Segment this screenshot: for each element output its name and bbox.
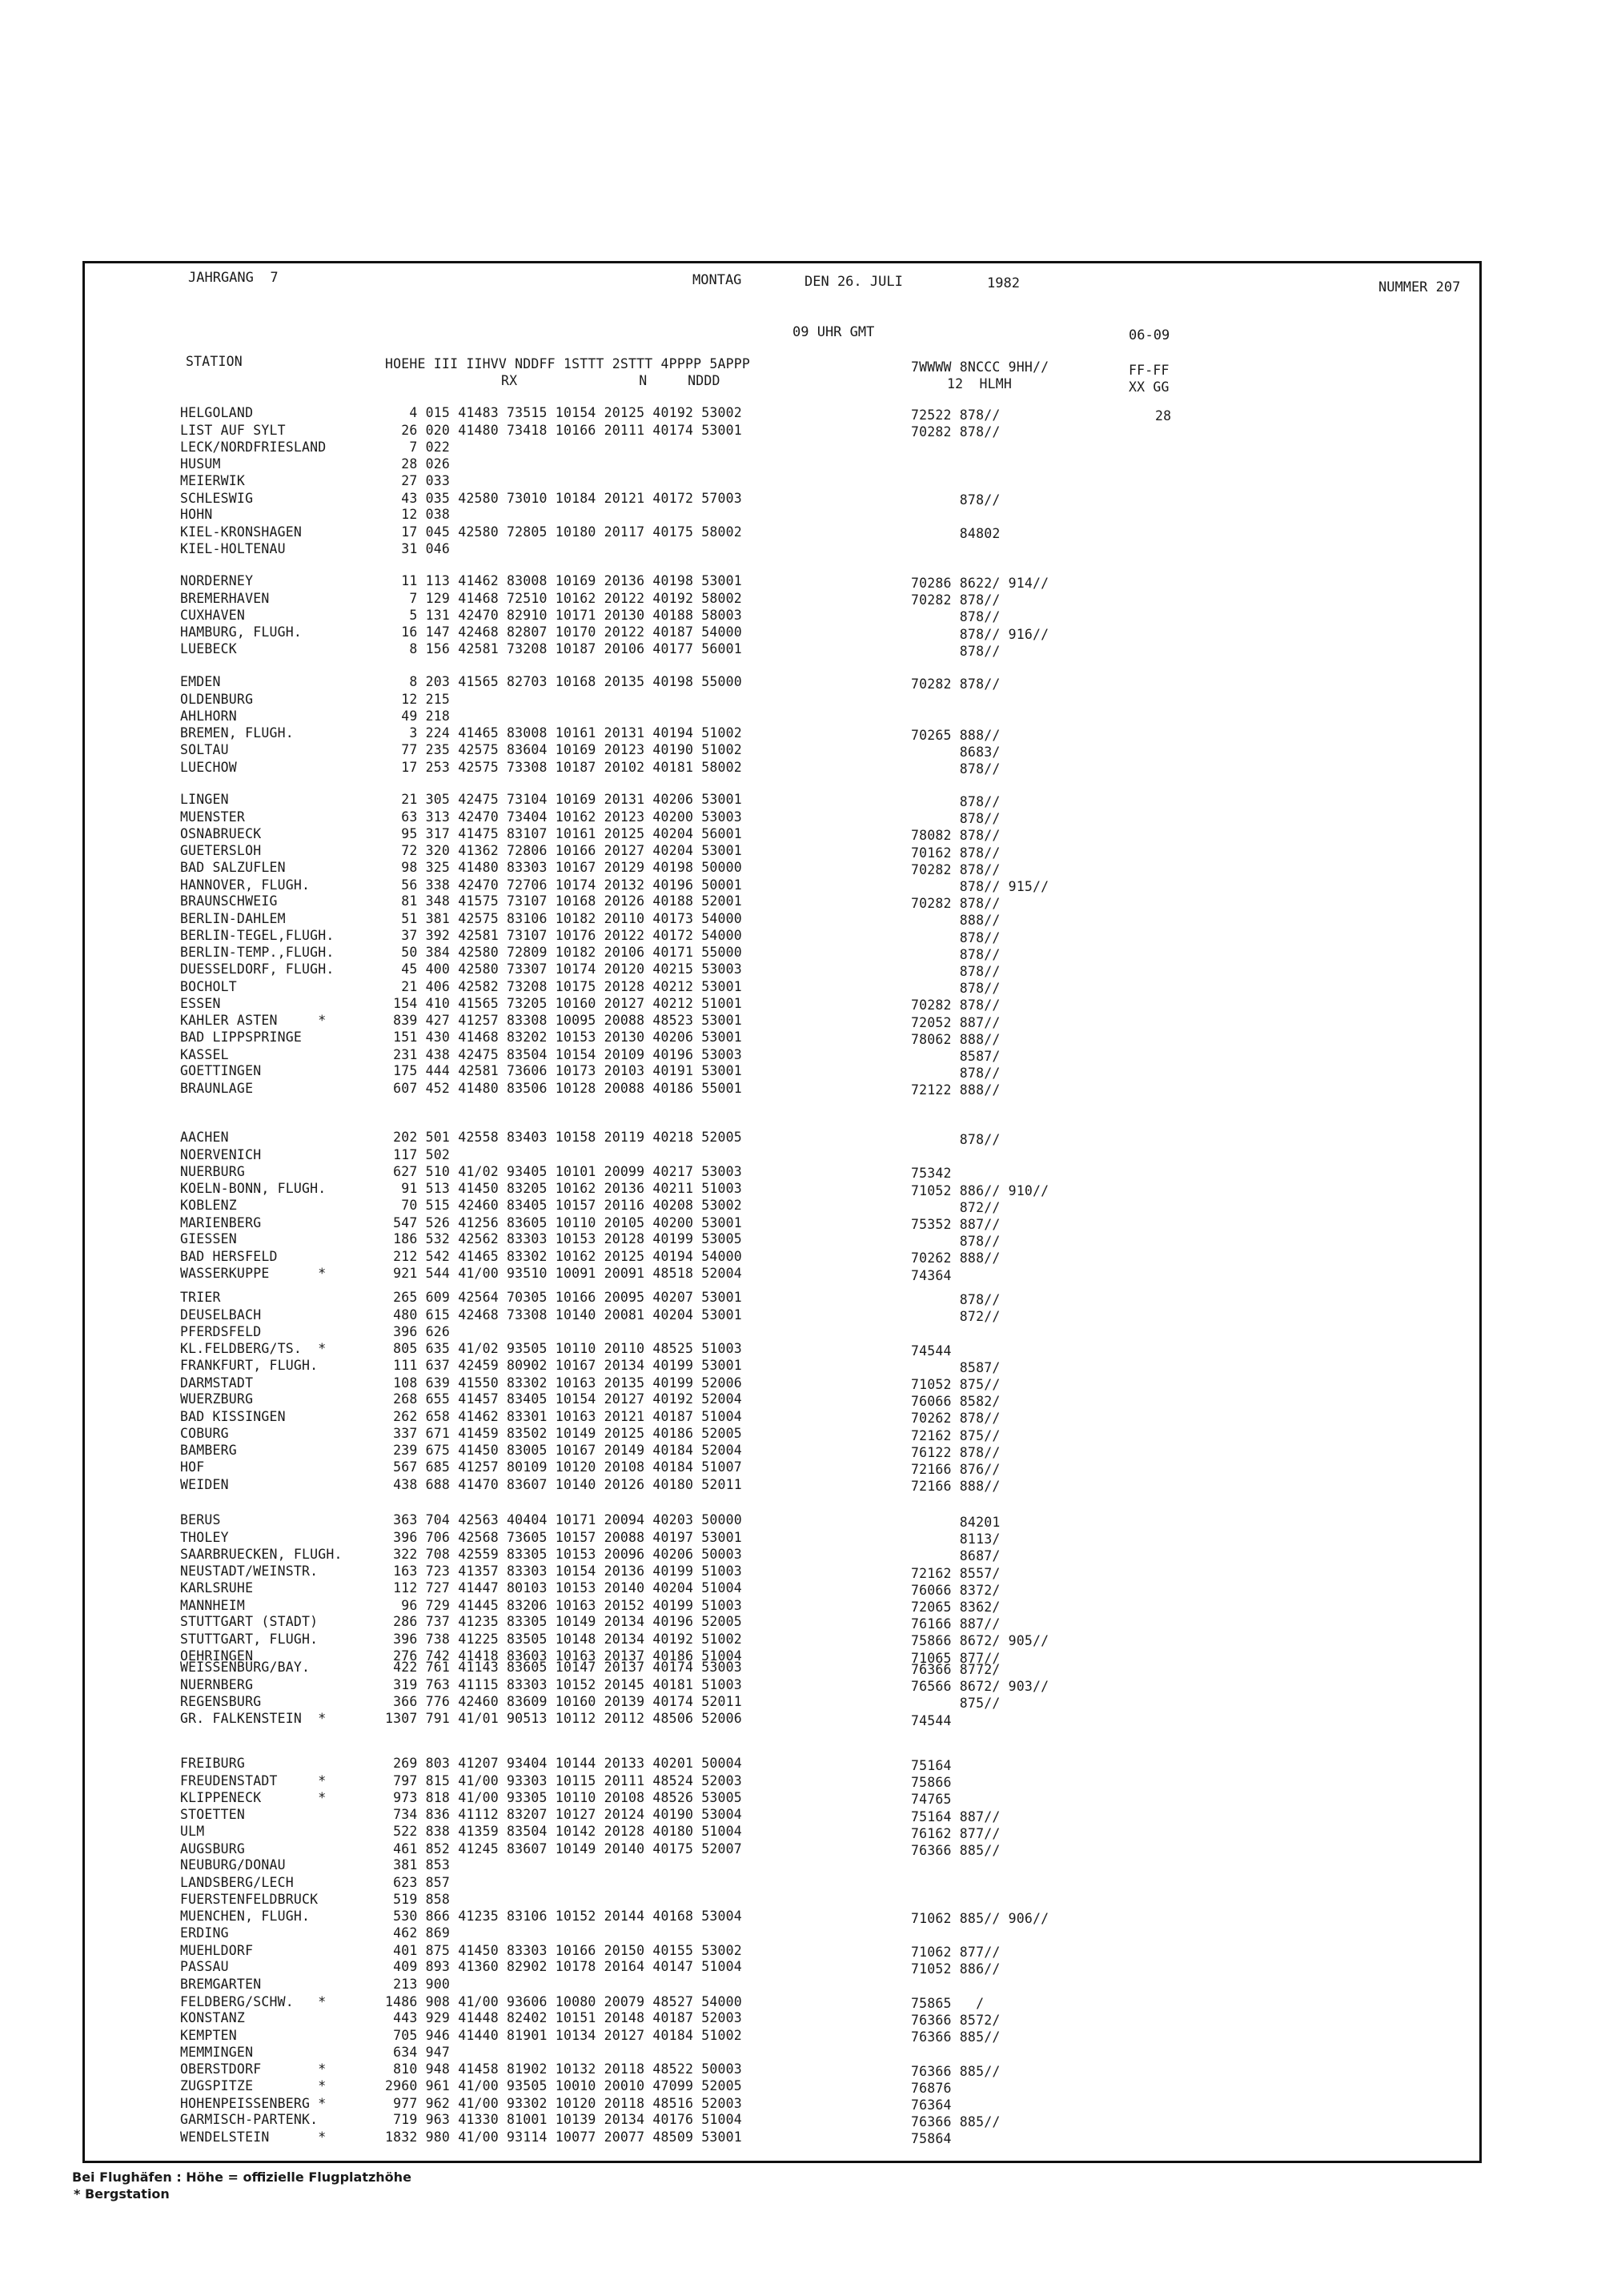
date-label: DEN 26. JULI xyxy=(805,274,903,290)
station-name: MUENSTER xyxy=(180,809,246,825)
observation-data: 396 738 41225 83505 10148 20134 40192 51002 xyxy=(385,1631,742,1647)
station-name: FREUDENSTADT * xyxy=(180,1772,327,1788)
weather-code: 70262 878// xyxy=(911,1411,1001,1427)
station-name: BERLIN-TEMP.,FLUGH. xyxy=(180,944,335,960)
weather-code: 75866 xyxy=(911,1775,952,1791)
observation-data: 401 875 41450 83303 10166 20150 40155 53002 xyxy=(385,1943,742,1958)
weather-code: 78062 888// xyxy=(911,1031,1001,1047)
station-name: DUESSELDORF, FLUGH. xyxy=(180,961,335,977)
station-name: GOETTINGEN xyxy=(180,1063,262,1079)
observation-data: 91 513 41450 83205 10162 20136 40211 51003 xyxy=(385,1180,742,1196)
observation-data: 112 727 41447 80103 10153 20140 40204 51004 xyxy=(385,1580,742,1596)
weather-code: 878// xyxy=(911,964,1001,979)
weather-code: 878// xyxy=(911,1234,1001,1250)
observation-data: 973 818 41/00 93305 10110 20108 48526 53005 xyxy=(385,1790,742,1806)
station-name: WEISSENBURG/BAY. xyxy=(180,1660,311,1675)
weather-code: 76066 8582/ xyxy=(911,1394,1001,1410)
observation-data: 7 022 xyxy=(385,440,451,456)
column-header-line2: RX N NDDD xyxy=(501,373,720,388)
observation-data: 163 723 41357 83303 10154 20136 40199 51003 xyxy=(385,1563,742,1579)
issue-number: NUMMER 207 xyxy=(1378,279,1461,295)
observation-data: 45 400 42580 73307 10174 20120 40215 53003 xyxy=(385,961,742,977)
weather-code: 878// xyxy=(911,1132,1001,1147)
observation-data: 151 430 41468 83202 10153 20130 40206 53001 xyxy=(385,1030,742,1046)
station-name: FUERSTENFELDBRUCK xyxy=(180,1892,319,1908)
observation-data: 269 803 41207 93404 10144 20133 40201 50004 xyxy=(385,1756,742,1771)
weather-code: 75164 887// xyxy=(911,1808,1001,1824)
weather-code: 70282 878// xyxy=(911,676,1001,692)
station-name: BAD KISSINGEN xyxy=(180,1408,286,1424)
observation-data: 634 947 xyxy=(385,2045,451,2061)
wind-range: 06-09 xyxy=(1129,327,1170,343)
station-name: THOLEY xyxy=(180,1529,229,1545)
station-name: ULM xyxy=(180,1824,205,1840)
observation-data: 977 962 41/00 93302 10120 20118 48516 52003 xyxy=(385,2095,742,2111)
observation-data: 363 704 42563 40404 10171 20094 40203 50000 xyxy=(385,1512,742,1527)
weather-code: 72166 876// xyxy=(911,1462,1001,1477)
observation-data: 438 688 41470 83607 10140 20126 40180 52011 xyxy=(385,1477,742,1492)
observation-data: 81 348 41575 73107 10168 20126 40188 52001 xyxy=(385,893,742,909)
observation-data: 51 381 42575 83106 10182 20110 40173 54000 xyxy=(385,910,742,926)
weather-code: 878// xyxy=(911,981,1001,997)
observation-data: 95 317 41475 83107 10161 20125 40204 56001 xyxy=(385,826,742,842)
observation-data: 56 338 42470 72706 10174 20132 40196 50001 xyxy=(385,877,742,893)
weather-code: 72162 8557/ xyxy=(911,1565,1001,1581)
observation-data: 31 046 xyxy=(385,541,451,557)
station-name: KASSEL xyxy=(180,1046,229,1062)
observation-data: 319 763 41115 83303 10152 20145 40181 51003 xyxy=(385,1676,742,1692)
weather-code: 71062 885// 906// xyxy=(911,1910,1049,1926)
station-name: KAHLER ASTEN * xyxy=(180,1012,327,1028)
weather-code: 76366 8572/ xyxy=(911,2013,1001,2028)
weather-code: 70282 878// xyxy=(911,997,1001,1014)
station-name: OSNABRUECK xyxy=(180,826,262,842)
weather-code: 878// xyxy=(911,609,1001,625)
station-name: LUEBECK xyxy=(180,641,237,657)
observation-data: 805 635 41/02 93505 10110 20110 48525 51003 xyxy=(385,1340,742,1356)
station-name: LUECHOW xyxy=(180,759,237,775)
observation-data: 1486 908 41/00 93606 10080 20079 48527 54000 xyxy=(385,1993,742,2009)
weather-code: 74544 xyxy=(911,1343,952,1359)
station-name: BAD LIPPSPRINGE xyxy=(180,1030,303,1046)
observation-data: 366 776 42460 83609 10160 20139 40174 52011 xyxy=(385,1694,742,1710)
weather-code: 8113/ xyxy=(911,1531,1001,1547)
observation-data: 607 452 41480 83506 10128 20088 40186 55001 xyxy=(385,1080,742,1096)
observation-data: 623 857 xyxy=(385,1874,451,1890)
observation-data: 5 131 42470 82910 10171 20130 40188 58003 xyxy=(385,608,742,624)
weather-code: 76366 885// xyxy=(911,2063,1001,2079)
observation-data: 50 384 42580 72809 10182 20106 40171 55000 xyxy=(385,944,742,960)
station-name: BOCHOLT xyxy=(180,978,237,994)
station-name: TRIER xyxy=(180,1290,221,1305)
station-name: NEUBURG/DONAU xyxy=(180,1857,286,1873)
station-name: NEUSTADT/WEINSTR. xyxy=(180,1563,319,1579)
weather-code: 72162 875// xyxy=(911,1427,1001,1443)
weather-code: 76066 8372/ xyxy=(911,1582,1001,1598)
station-name: ERDING xyxy=(180,1925,229,1941)
station-name: HELGOLAND xyxy=(180,405,254,420)
observation-data: 72 320 41362 72806 10166 20127 40204 53001 xyxy=(385,842,742,858)
station-name: BERLIN-TEGEL,FLUGH. xyxy=(180,928,335,944)
station-name: NOERVENICH xyxy=(180,1146,262,1162)
observation-data: 77 235 42575 83604 10169 20123 40190 51002 xyxy=(385,742,742,758)
weather-code: 75866 8672/ 905// xyxy=(911,1633,1049,1649)
column-header-line1: HOEHE III IIHVV NDDFF 1STTT 2STTT 4PPPP 5APPP xyxy=(385,356,751,371)
station-name: NUERBURG xyxy=(180,1164,246,1180)
station-name: AHLHORN xyxy=(180,708,237,725)
station-name: KONSTANZ xyxy=(180,2010,246,2025)
station-name: PFERDSFELD xyxy=(180,1324,262,1340)
observation-data: 530 866 41235 83106 10152 20144 40168 53004 xyxy=(385,1908,742,1924)
observation-data: 286 737 41235 83305 10149 20134 40196 52005 xyxy=(385,1614,742,1630)
wind-gust: 28 xyxy=(1155,408,1172,423)
station-name: CUXHAVEN xyxy=(180,608,246,624)
station-name: GUETERSLOH xyxy=(180,842,262,858)
observation-data: 567 685 41257 80109 10120 20108 40184 51007 xyxy=(385,1459,742,1475)
station-name: PASSAU xyxy=(180,1959,229,1975)
weather-code: 71052 886// xyxy=(911,1961,1001,1977)
station-name: GR. FALKENSTEIN * xyxy=(180,1710,327,1726)
weather-code: 878// xyxy=(911,643,1001,659)
station-name: HOF xyxy=(180,1459,205,1475)
observation-data: 1307 791 41/01 90513 10112 20112 48506 52006 xyxy=(385,1710,742,1726)
weather-code: 71052 875// xyxy=(911,1377,1001,1392)
station-name: BREMGARTEN xyxy=(180,1977,262,1992)
station-name: WENDELSTEIN * xyxy=(180,2129,327,2145)
station-name: ZUGSPITZE * xyxy=(180,2078,327,2094)
weather-code: 71062 877// xyxy=(911,1945,1001,1961)
weather-code: 76366 8772/ xyxy=(911,1662,1001,1677)
weather-code: 75342 xyxy=(911,1166,952,1182)
observation-data: 63 313 42470 73404 10162 20123 40200 53003 xyxy=(385,809,742,825)
observation-data: 627 510 41/02 93405 10101 20099 40217 53003 xyxy=(385,1164,742,1180)
station-name: SCHLESWIG xyxy=(180,490,254,506)
station-name: MANNHEIM xyxy=(180,1597,246,1613)
observation-data: 268 655 41457 83405 10154 20127 40192 52004 xyxy=(385,1391,742,1407)
weather-code: 875// xyxy=(911,1696,1001,1712)
observation-data: 839 427 41257 83308 10095 20088 48523 53001 xyxy=(385,1012,742,1028)
station-name: GARMISCH-PARTENK. xyxy=(180,2112,319,2128)
weather-code: 872// xyxy=(911,1309,1001,1325)
weather-code: 878// xyxy=(911,929,1001,945)
station-name: BERLIN-DAHLEM xyxy=(180,910,286,926)
column-header-wind2: XX GG xyxy=(1129,379,1170,395)
observation-data: 11 113 41462 83008 10169 20136 40198 53001 xyxy=(385,573,742,588)
footnote-mountain-station: * Bergstation xyxy=(74,2186,170,2202)
observation-data: 231 438 42475 83504 10154 20109 40196 53003 xyxy=(385,1046,742,1062)
observation-data: 26 020 41480 73418 10166 20111 40174 53001 xyxy=(385,422,742,438)
observation-data: 4 015 41483 73515 10154 20125 40192 53002 xyxy=(385,405,742,420)
station-name: ESSEN xyxy=(180,996,221,1012)
observation-data: 1832 980 41/00 93114 10077 20077 48509 53001 xyxy=(385,2129,742,2145)
weather-code: 70286 8622/ 914// xyxy=(911,576,1049,591)
observation-data: 43 035 42580 73010 10184 20121 40172 57003 xyxy=(385,490,742,506)
station-name: FREIBURG xyxy=(180,1756,246,1771)
station-name: MUEHLDORF xyxy=(180,1943,254,1958)
observation-data: 322 708 42559 83305 10153 20096 40206 50003 xyxy=(385,1547,742,1563)
observation-data: 17 045 42580 72805 10180 20117 40175 58002 xyxy=(385,524,742,540)
observation-data: 202 501 42558 83403 10158 20119 40218 52005 xyxy=(385,1130,742,1145)
observation-data: 7 129 41468 72510 10162 20122 40192 58002 xyxy=(385,590,742,606)
observation-data: 265 609 42564 70305 10166 20095 40207 53001 xyxy=(385,1290,742,1305)
observation-data: 117 502 xyxy=(385,1146,451,1162)
station-name: BREMEN, FLUGH. xyxy=(180,725,294,741)
station-name: WUERZBURG xyxy=(180,1391,254,1407)
weather-code: 70282 878// xyxy=(911,592,1001,608)
observation-data: 705 946 41440 81901 10134 20127 40184 51002 xyxy=(385,2027,742,2043)
observation-data: 3 224 41465 83008 10161 20131 40194 51002 xyxy=(385,725,742,741)
column-header-weather2: 12 HLMH xyxy=(947,376,1013,391)
weather-code: 878// xyxy=(911,1292,1001,1307)
station-name: DARMSTADT xyxy=(180,1375,254,1391)
weather-code: 72166 888// xyxy=(911,1479,1001,1495)
weather-code: 70282 878// xyxy=(911,424,1001,440)
station-name: OBERSTDORF * xyxy=(180,2061,327,2077)
weather-code: 75352 887// xyxy=(911,1217,1001,1232)
weather-code: 71052 886// 910// xyxy=(911,1182,1049,1198)
observation-data: 37 392 42581 73107 10176 20122 40172 54000 xyxy=(385,928,742,944)
station-name: DEUSELBACH xyxy=(180,1307,262,1323)
weather-code: 878// xyxy=(911,946,1001,962)
weather-code: 76166 887// xyxy=(911,1616,1001,1632)
station-name: BRAUNLAGE xyxy=(180,1080,254,1096)
weather-code: 76122 878// xyxy=(911,1444,1001,1460)
observation-data: 239 675 41450 83005 10167 20149 40184 52004 xyxy=(385,1442,742,1458)
weather-code: 8687/ xyxy=(911,1548,1001,1564)
weather-code: 76366 885// xyxy=(911,2114,1001,2130)
observation-data: 461 852 41245 83607 10149 20140 40175 52007 xyxy=(385,1840,742,1856)
station-name: EMDEN xyxy=(180,674,221,689)
weather-code: 76566 8672/ 903// xyxy=(911,1679,1049,1695)
station-name: MEIERWIK xyxy=(180,473,246,489)
station-name: AUGSBURG xyxy=(180,1840,246,1856)
station-name: HOHENPEISSENBERG * xyxy=(180,2095,327,2111)
station-name: MARIENBERG xyxy=(180,1214,262,1230)
observation-data: 175 444 42581 73606 10173 20103 40191 53001 xyxy=(385,1063,742,1079)
station-name: KL.FELDBERG/TS. * xyxy=(180,1340,327,1356)
observation-data: 12 038 xyxy=(385,507,451,523)
weather-code: 76366 885// xyxy=(911,2029,1001,2045)
weather-code: 72122 888// xyxy=(911,1082,1001,1098)
station-name: STOETTEN xyxy=(180,1806,246,1822)
weather-code: 84802 xyxy=(911,526,1001,542)
observation-data: 8 203 41565 82703 10168 20135 40198 55000 xyxy=(385,674,742,689)
station-name: HANNOVER, FLUGH. xyxy=(180,877,311,893)
weather-code: 878// xyxy=(911,794,1001,809)
weather-code: 878// 915// xyxy=(911,879,1049,894)
station-name: HAMBURG, FLUGH. xyxy=(180,624,303,640)
station-name: WASSERKUPPE * xyxy=(180,1266,327,1282)
station-name: REGENSBURG xyxy=(180,1694,262,1710)
footnote-airport-height: Bei Flughäfen : Höhe = offizielle Flugplatzhöhe xyxy=(72,2170,411,2185)
station-name: STUTTGART, FLUGH. xyxy=(180,1631,319,1647)
observation-data: 262 658 41462 83301 10163 20121 40187 51004 xyxy=(385,1408,742,1424)
observation-data: 2960 961 41/00 93505 10010 20010 47099 52005 xyxy=(385,2078,742,2094)
station-name: OEHRINGEN xyxy=(180,1648,254,1664)
observation-data: 49 218 xyxy=(385,708,451,725)
station-name: KARLSRUHE xyxy=(180,1580,254,1596)
station-name: SAARBRUECKEN, FLUGH. xyxy=(180,1547,343,1563)
station-name: AACHEN xyxy=(180,1130,229,1145)
station-name: LANDSBERG/LECH xyxy=(180,1874,294,1890)
station-name: LIST AUF SYLT xyxy=(180,422,286,438)
weather-code: 76876 xyxy=(911,2080,952,2096)
weather-code: 70282 878// xyxy=(911,896,1001,912)
observation-data: 522 838 41359 83504 10142 20128 40180 51004 xyxy=(385,1824,742,1840)
station-name: KIEL-HOLTENAU xyxy=(180,541,286,557)
station-name: KIEL-KRONSHAGEN xyxy=(180,524,303,540)
station-name: BREMERHAVEN xyxy=(180,590,270,606)
observation-data: 21 406 42582 73208 10175 20128 40212 53001 xyxy=(385,978,742,994)
weather-code: 84201 xyxy=(911,1515,1001,1530)
column-header-station: STATION xyxy=(186,354,243,369)
observation-data: 519 858 xyxy=(385,1892,451,1908)
observation-data: 70 515 42460 83405 10157 20116 40208 53002 xyxy=(385,1198,742,1214)
station-name: OLDENBURG xyxy=(180,691,254,707)
station-name: KOELN-BONN, FLUGH. xyxy=(180,1180,327,1196)
observation-data: 734 836 41112 83207 10127 20124 40190 53004 xyxy=(385,1806,742,1822)
observation-data: 797 815 41/00 93303 10115 20111 48524 52003 xyxy=(385,1772,742,1788)
observation-data: 719 963 41330 81001 10139 20134 40176 51004 xyxy=(385,2112,742,2128)
weather-code: 76162 877// xyxy=(911,1825,1001,1841)
year-label: 1982 xyxy=(987,275,1020,291)
observation-data: 186 532 42562 83303 10153 20128 40199 53005 xyxy=(385,1231,742,1247)
observation-data: 17 253 42575 73308 10187 20102 40181 58002 xyxy=(385,759,742,775)
weather-code: 74364 xyxy=(911,1267,952,1283)
weather-code: 878// xyxy=(911,492,1001,508)
observation-data: 98 325 41480 83303 10167 20129 40198 50000 xyxy=(385,860,742,876)
station-name: FELDBERG/SCHW. * xyxy=(180,1993,327,2009)
observation-data: 111 637 42459 80902 10167 20134 40199 53001 xyxy=(385,1358,742,1374)
weather-code: 76364 xyxy=(911,2097,952,2113)
observation-data: 213 900 xyxy=(385,1977,451,1992)
jahrgang-label: JAHRGANG 7 xyxy=(188,270,279,286)
observation-data: 337 671 41459 83502 10149 20125 40186 52005 xyxy=(385,1426,742,1442)
station-name: BERUS xyxy=(180,1512,221,1527)
station-name: SOLTAU xyxy=(180,742,229,758)
weather-code: 878// xyxy=(911,761,1001,777)
observation-data: 409 893 41360 82902 10178 20164 40147 51004 xyxy=(385,1959,742,1975)
station-name: WEIDEN xyxy=(180,1477,229,1492)
weekday-label: MONTAG xyxy=(692,272,742,288)
station-name: NORDERNEY xyxy=(180,573,254,588)
observation-data: 16 147 42468 82807 10170 20122 40187 54000 xyxy=(385,624,742,640)
station-name: MUENCHEN, FLUGH. xyxy=(180,1908,311,1924)
weather-code: 75865 / xyxy=(911,1995,985,2011)
weather-code: 71065 877// xyxy=(911,1650,1001,1666)
observation-data: 810 948 41458 81902 10132 20118 48522 50003 xyxy=(385,2061,742,2077)
station-name: BAMBERG xyxy=(180,1442,237,1458)
station-name: KEMPTEN xyxy=(180,2027,237,2043)
station-name: NUERNBERG xyxy=(180,1676,254,1692)
weather-code: 888// xyxy=(911,913,1001,929)
weather-code: 72052 887// xyxy=(911,1014,1001,1030)
station-name: BAD SALZUFLEN xyxy=(180,860,286,876)
weather-code: 70265 888// xyxy=(911,727,1001,743)
weather-code: 72065 8362/ xyxy=(911,1600,1001,1615)
station-name: FRANKFURT, FLUGH. xyxy=(180,1358,319,1374)
observation-data: 8 156 42581 73208 10187 20106 40177 56001 xyxy=(385,641,742,657)
weather-code: 74765 xyxy=(911,1792,952,1808)
weather-code: 74544 xyxy=(911,1712,952,1728)
observation-data: 396 706 42568 73605 10157 20088 40197 53001 xyxy=(385,1529,742,1545)
observation-data: 921 544 41/00 93510 10091 20091 48518 52004 xyxy=(385,1266,742,1282)
station-name: KLIPPENECK * xyxy=(180,1790,327,1806)
station-name: GIESSEN xyxy=(180,1231,237,1247)
weather-code: 75864 xyxy=(911,2131,952,2147)
observation-data: 381 853 xyxy=(385,1857,451,1873)
observation-data: 28 026 xyxy=(385,456,451,472)
station-name: COBURG xyxy=(180,1426,229,1442)
observation-data: 547 526 41256 83605 10110 20105 40200 53001 xyxy=(385,1214,742,1230)
weather-code: 70162 878// xyxy=(911,845,1001,861)
station-name: HOHN xyxy=(180,507,213,523)
column-header-wind1: FF-FF xyxy=(1129,363,1170,378)
station-name: STUTTGART (STADT) xyxy=(180,1614,319,1630)
weather-code: 70262 888// xyxy=(911,1250,1001,1266)
weather-code: 8683/ xyxy=(911,744,1001,760)
column-header-weather1: 7WWWW 8NCCC 9HH// xyxy=(911,359,1049,375)
observation-data: 212 542 41465 83302 10162 20125 40194 54000 xyxy=(385,1248,742,1264)
observation-data: 154 410 41565 73205 10160 20127 40212 51001 xyxy=(385,996,742,1012)
station-name: BRAUNSCHWEIG xyxy=(180,893,278,909)
observation-data: 276 742 41418 83603 10163 20137 40186 51004 xyxy=(385,1648,742,1664)
observation-data: 462 869 xyxy=(385,1925,451,1941)
observation-data: 480 615 42468 73308 10140 20081 40204 53001 xyxy=(385,1307,742,1323)
weather-code: 878// 916// xyxy=(911,626,1049,642)
observation-data: 108 639 41550 83302 10163 20135 40199 52006 xyxy=(385,1375,742,1391)
observation-data: 422 761 41143 83605 10147 20137 40174 53003 xyxy=(385,1660,742,1675)
station-name: MEMMINGEN xyxy=(180,2045,254,2061)
weather-code: 70282 878// xyxy=(911,861,1001,877)
weather-code: 75164 xyxy=(911,1758,952,1773)
weather-code: 76366 885// xyxy=(911,1843,1001,1858)
observation-data: 21 305 42475 73104 10169 20131 40206 53001 xyxy=(385,792,742,807)
weather-code: 878// xyxy=(911,1066,1001,1082)
station-name: KOBLENZ xyxy=(180,1198,237,1214)
weather-code: 8587/ xyxy=(911,1359,1001,1375)
observation-time: 09 UHR GMT xyxy=(792,324,875,340)
weather-code: 8587/ xyxy=(911,1049,1001,1064)
observation-data: 443 929 41448 82402 10151 20148 40187 52003 xyxy=(385,2010,742,2025)
observation-data: 27 033 xyxy=(385,473,451,489)
station-name: BAD HERSFELD xyxy=(180,1248,278,1264)
weather-code: 878// xyxy=(911,811,1001,827)
observation-data: 12 215 xyxy=(385,691,451,707)
station-name: LECK/NORDFRIESLAND xyxy=(180,440,327,456)
observation-data: 96 729 41445 83206 10163 20152 40199 51003 xyxy=(385,1597,742,1613)
station-name: HUSUM xyxy=(180,456,221,472)
station-name: LINGEN xyxy=(180,792,229,807)
weather-code: 78082 878// xyxy=(911,828,1001,844)
weather-code: 872// xyxy=(911,1199,1001,1215)
weather-code: 72522 878// xyxy=(911,407,1001,423)
observation-data: 396 626 xyxy=(385,1324,451,1340)
